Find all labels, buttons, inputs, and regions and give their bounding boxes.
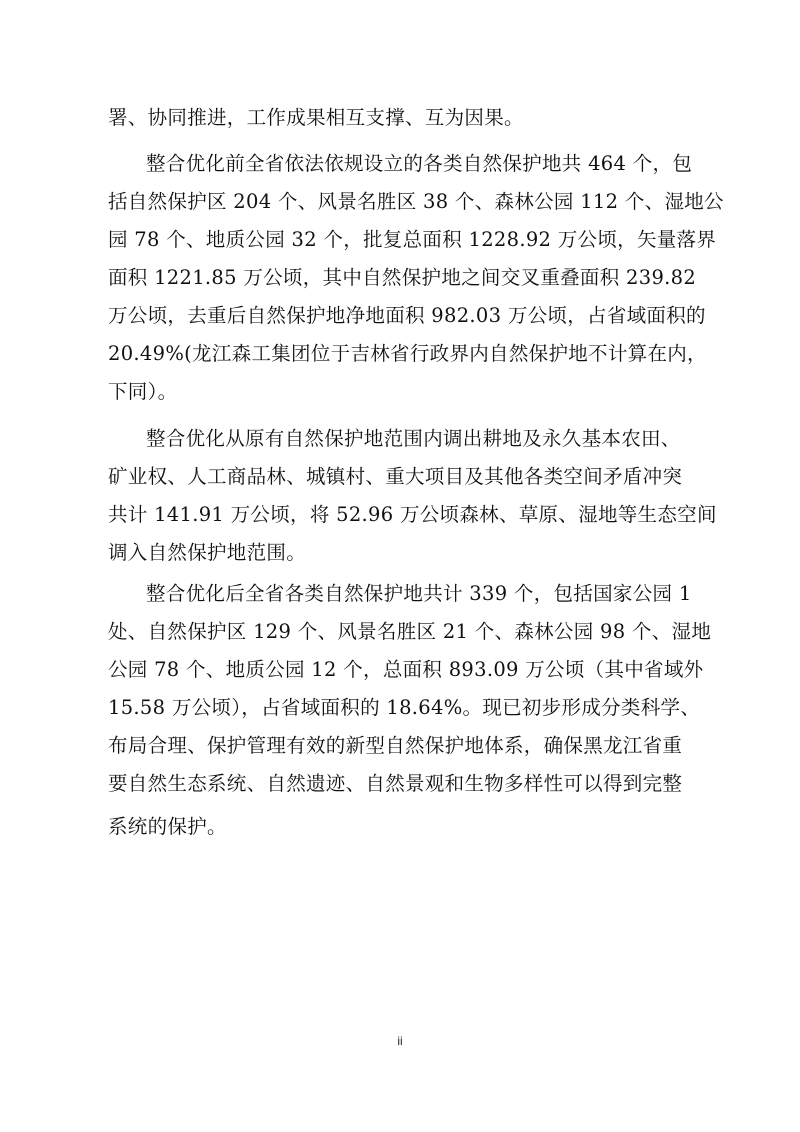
text-line: 处、自然保护区 129 个、风景名胜区 21 个、森林公园 98 个、湿地 — [108, 620, 712, 643]
text-line: 布局合理、保护管理有效的新型自然保护地体系，确保黑龙江省重 — [108, 734, 683, 757]
page-number: ii — [397, 1034, 403, 1048]
text-line: 15.58 万公顷），占省域面积的 18.64%。现已初步形成分类科学、 — [108, 696, 701, 719]
text-line: 面积 1221.85 万公顷，其中自然保护地之间交叉重叠面积 239.82 — [108, 266, 697, 289]
text-line: 公园 78 个、地质公园 12 个，总面积 893.09 万公顷（其中省域外 — [108, 658, 704, 681]
text-line: 要自然生态系统、自然遗迹、自然景观和生物多样性可以得到完整 — [108, 772, 683, 795]
text-line: 矿业权、人工商品林、城镇村、重大项目及其他各类空间矛盾冲突 — [108, 465, 683, 488]
text-line: 万公顷，去重后自然保护地净地面积 982.03 万公顷，占省域面积的 — [108, 304, 706, 327]
text-line: 署、协同推进，工作成果相互支撑、互为因果。 — [108, 106, 524, 129]
text-line: 整合优化从原有自然保护地范围内调出耕地及永久基本农田、 — [146, 427, 681, 450]
text-line: 整合优化后全省各类自然保护地共计 339 个，包括国家公园 1 — [146, 582, 692, 605]
text-line: 20.49%(龙江森工集团位于吉林省行政界内自然保护地不计算在内， — [108, 342, 707, 365]
text-line: 括自然保护区 204 个、风景名胜区 38 个、森林公园 112 个、湿地公 — [108, 190, 724, 213]
text-line: 调入自然保护地范围。 — [108, 541, 307, 564]
text-line: 共计 141.91 万公顷，将 52.96 万公顷森林、草原、湿地等生态空间 — [108, 503, 717, 526]
text-line: 系统的保护。 — [108, 815, 227, 838]
text-line: 园 78 个、地质公园 32 个，批复总面积 1228.92 万公顷，矢量落界 — [108, 228, 717, 251]
text-line: 整合优化前全省依法依规设立的各类自然保护地共 464 个，包 — [146, 152, 693, 175]
text-line: 下同）。 — [108, 380, 178, 403]
